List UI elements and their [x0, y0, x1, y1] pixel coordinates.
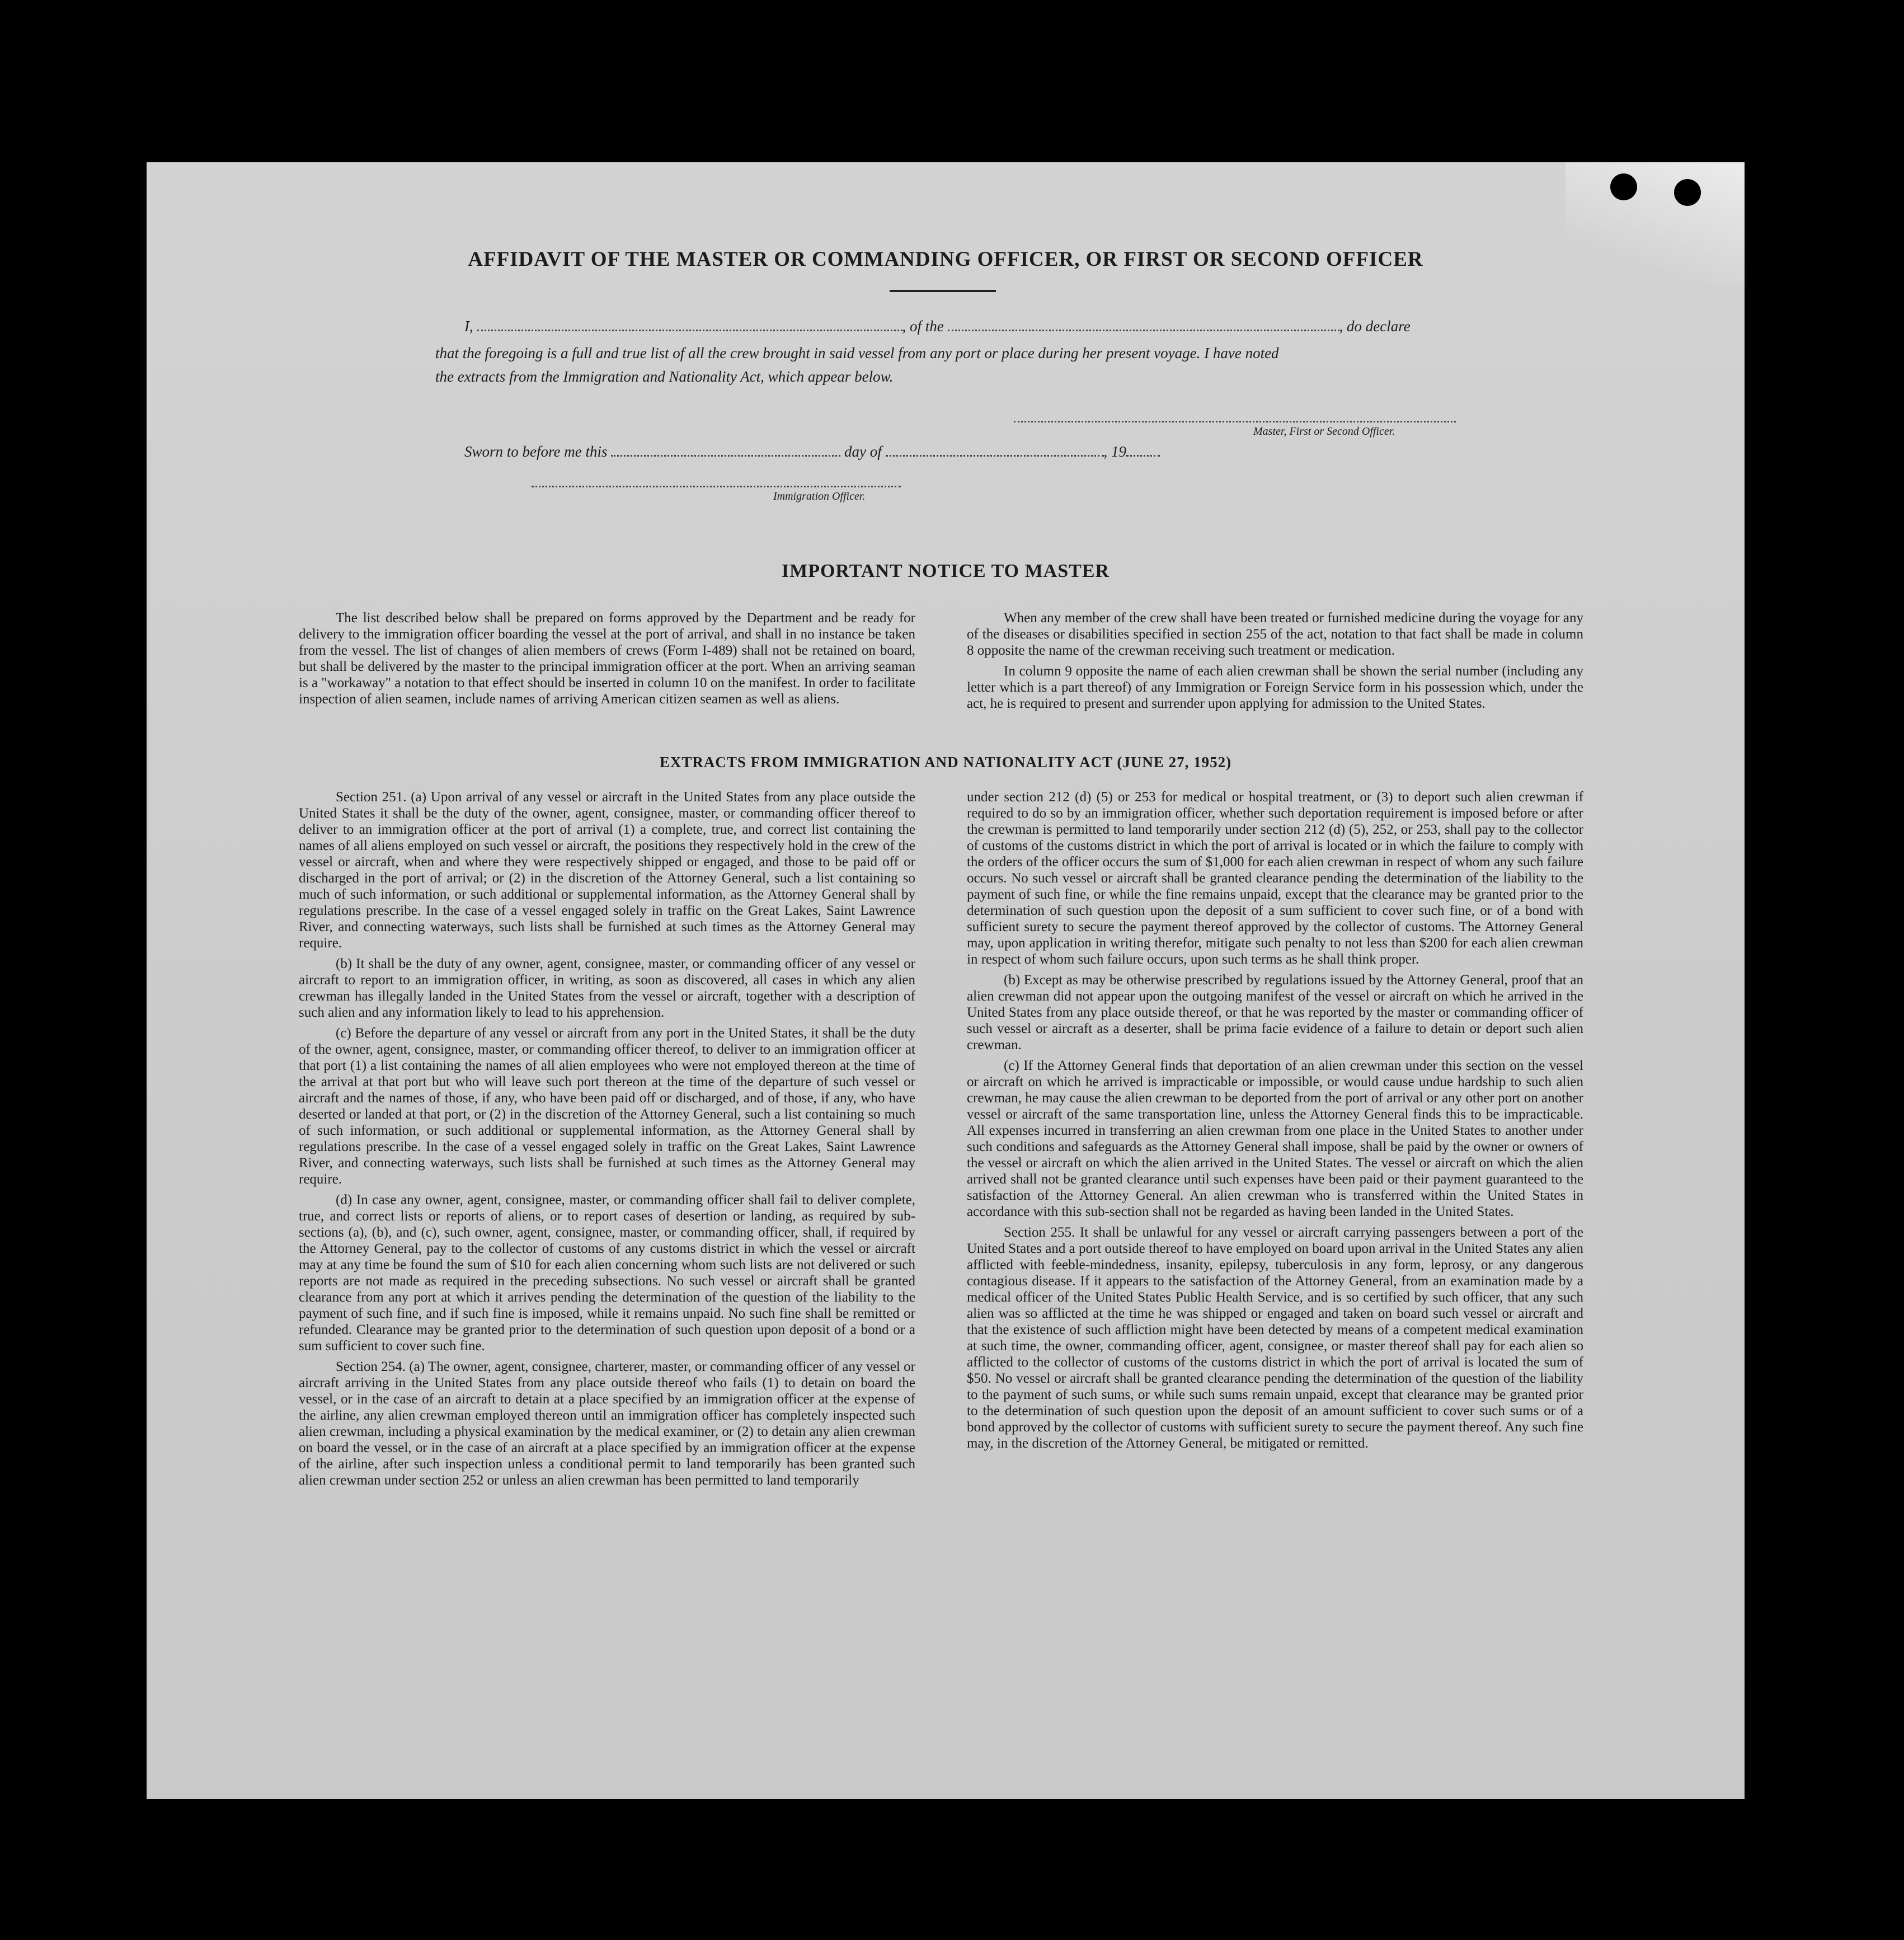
master-signature-line[interactable] — [1014, 421, 1456, 422]
immigration-officer-label: Immigration Officer. — [773, 490, 866, 502]
notice-title: IMPORTANT NOTICE TO MASTER — [781, 561, 1110, 581]
extracts-right-column — [967, 789, 1583, 1456]
vessel-blank[interactable] — [948, 330, 1339, 331]
section-paragraph: (c) Before the departure of any vessel or aircraft from any port in the United States, it shall be the duty of the owner, agent, consignee, master, or commanding officer thereof, to deliver to an immigration officer at that port (1) a list containing the names of all alien employees who were not employed thereon at the time of the arrival at that port but who will leave such port thereon at the time of the departure of such vessel or aircraft and the names of those, if any, who have been paid off or discharged, and of those, if any, who have deserted or landed at that port, or (2) in the discretion of the Attorney General, such a list containing so much of such information, or such additional or supplemental information, as the Attorney General shall by regulations prescribe. In the case of a vessel engaged solely in traffic on the Great Lakes, Saint Lawrence River, and connecting waterways, such lists shall be furnished at such times as the Attorney General may require. — [299, 1026, 915, 1187]
affidavit-title: AFFIDAVIT OF THE MASTER OR COMMANDING OFFICER, OR FIRST OR SECOND OFFICER — [468, 248, 1423, 271]
title-rule — [890, 290, 996, 292]
notice-right-column — [967, 610, 1583, 716]
declaration-line-2: that the foregoing is a full and true list of all the crew brought in said vessel from any port or place during her present voyage. I have noted — [435, 345, 1279, 361]
sworn-label: Sworn to before me this — [464, 443, 608, 460]
sworn-day-blank[interactable] — [611, 455, 840, 457]
declaration-line-1 — [464, 318, 1583, 335]
i-label: I, — [464, 318, 473, 335]
extracts-title: EXTRACTS FROM IMMIGRATION AND NATIONALITY ACT (JUNE 27, 1952) — [659, 754, 1232, 771]
of-the-label: , of the — [902, 318, 944, 335]
declaration-line-3: the extracts from the Immigration and Nationality Act, which appear below. — [435, 368, 894, 385]
section-paragraph: under section 212 (d) (5) or 253 for medical or hospital treatment, or (3) to deport such alien crewman if required to do so by an immigration officer, whether such deportation requirement is imposed before or after the crewman is permitted to land temporarily under section 212 (d) (5), 252, or 253, shall pay to the collector of customs of the customs district in which the port of arrival is located or in which the failure to comply with the orders of the officer occurs the sum of $1,000 for each alien crewman in respect of whom any such failure occurs. No such vessel or aircraft shall be granted clearance pending the determination of the liability to the payment of such fine, or while the fine remains unpaid, except that the clearance may be granted prior to the determination of such question upon the deposit of a sum sufficient to cover such fine, or of a bond with sufficient surety to secure the payment thereof approved by the collector of customs. The Attorney General may, upon application in writing therefor, mitigate such penalty to not less than $200 for each alien crewman in respect of whom such failure occurs, upon such terms as he shall think proper. — [967, 790, 1583, 967]
name-blank[interactable] — [477, 330, 902, 331]
master-signature-label: Master, First or Second Officer. — [1253, 425, 1395, 438]
document-page — [147, 162, 1745, 1799]
section-paragraph: (c) If the Attorney General finds that deportation of an alien crewman under this section on the vessel or aircraft on which he arrived is impracticable or impossible, or would cause undue hardship to such alien crewman, he may cause the alien crewman to be deported from the port of arrival or any other port on another vessel or aircraft of the same transportation line, unless the Attorney General finds this to be impracticable. All expenses incurred in transferring an alien crewman from one place in the United States to another under such conditions and safeguards as the Attorney General shall impose, shall be paid by the owner or owners of the vessel or aircraft on which the alien arrived in the United States. The vessel or aircraft on which the alien arrived shall not be granted clearance until such expenses have been paid or their payment guaranteed to the satisfaction of the Attorney General. An alien crewman who is transferred within the United States in accordance with this sub-section shall not be regarded as having been landed in the United States. — [967, 1058, 1583, 1219]
year-prefix: , 19 — [1103, 443, 1126, 460]
section-paragraph: (b) It shall be the duty of any owner, agent, consignee, master, or commanding officer of any vessel or aircraft to report to an immigration officer, in writing, as soon as discovered, all cases in which any alien crewman has illegally landed in the United States from the vessel or aircraft, together with a description of such alien and any information likely to lead to his apprehension. — [299, 956, 915, 1020]
section-paragraph: (b) Except as may be otherwise prescribed by regulations issued by the Attorney General, proof that an alien crewman did not appear upon the outgoing manifest of the vessel or aircraft on which he arrived in the United States from any place outside thereof, or that he was reported by the master or commanding officer of such vessel or aircraft as a deserter, shall be prima facie evidence of a failure to detain or deport such alien crewman. — [967, 973, 1583, 1053]
section-paragraph: Section 254. (a) The owner, agent, consignee, charterer, master, or commanding officer of any vessel or aircraft arriving in the United States from any place outside thereof who fails (1) to detain on board the vessel, or in the case of an aircraft to detain at a place specified by an immigration officer at the expense of the airline, any alien crewman employed thereon until an immigration officer has completely inspected such alien crewman, including a physical examination by the medical examiner, or (2) to detain any alien crewman on board the vessel, or in the case of an aircraft at a place specified by an immigration officer at the expense of the airline, after such inspection unless a conditional permit to land temporarily has been granted such alien crewman under section 252 or unless an alien crewman has been permitted to land temporarily — [299, 1359, 915, 1488]
sworn-year-blank[interactable] — [1126, 455, 1160, 457]
notice-paragraph: When any member of the crew shall have been treated or furnished medicine during the voyage for any of the diseases or disabilities specified in section 255 of the act, notation to that fact shall be made in column 8 opposite the name of the crewman receiving such treatment or medication. — [967, 610, 1583, 658]
section-paragraph: Section 251. (a) Upon arrival of any vessel or aircraft in the United States from any place outside the United States it shall be the duty of the owner, agent, consignee, master, or commanding officer thereof to deliver to an immigration officer at the port of arrival (1) a complete, true, and correct list containing the names of all aliens employed on such vessel or aircraft, the positions they respectively hold in the crew of the vessel or aircraft, when and where they were respectively shipped or engaged, and those to be paid off or discharged in the port of arrival; or (2) in the discretion of the Attorney General, such a list containing so much of such information, or such additional or supplemental information, as the Attorney General shall by regulations prescribe. In the case of a vessel engaged solely in traffic on the Great Lakes, Saint Lawrence River, and connecting waterways, such lists shall be furnished at such times as the Attorney General may require. — [299, 790, 915, 951]
do-declare-label: , do declare — [1339, 318, 1411, 335]
sworn-line — [464, 443, 1583, 461]
punch-hole — [1674, 179, 1701, 206]
notice-paragraph: In column 9 opposite the name of each alien crewman shall be shown the serial number (including any letter which is a part thereof) of any Immigration or Foreign Service form in his possession which, under the act, he is required to present and surrender upon applying for admission to the United States. — [967, 664, 1583, 711]
day-of-label: day of — [844, 443, 882, 460]
sworn-month-blank[interactable] — [886, 455, 1104, 457]
punch-hole — [1610, 173, 1637, 200]
notice-left-column — [299, 610, 915, 712]
section-paragraph: (d) In case any owner, agent, consignee, master, or commanding officer shall fail to deliver complete, true, and correct lists or reports of aliens, or to report cases of desertion or landing, as required by sub-sections (a), (b), and (c), such owner, agent, consignee, master, or commanding officer, shall, if required by the Attorney General, pay to the collector of customs of any customs district in which the vessel or aircraft may at any time be found the sum of $10 for each alien concerning whom such lists are not delivered or such reports are not made as required in the preceding subsections. No such vessel or aircraft shall be granted clearance from any port at which it arrives pending the determination of the question of the liability to the payment of such fine, and if such fine is imposed, while it remains unpaid. No such fine shall be remitted or refunded. Clearance may be granted prior to the determination of such question upon deposit of a bond or a sum sufficient to cover such fine. — [299, 1192, 915, 1354]
immigration-officer-signature-line[interactable] — [532, 486, 901, 487]
extracts-left-column — [299, 789, 915, 1493]
notice-paragraph: The list described below shall be prepared on forms approved by the Department and be ready for delivery to the immigration officer boarding the vessel at the port of arrival, and shall in no instance be taken from the vessel. The list of changes of alien members of crews (Form I-489) shall not be retained on board, but shall be delivered by the master to the principal immigration officer at the port. When an arriving seaman is a "workaway" a notation to that effect should be inserted in column 10 on the manifest. In order to facilitate inspection of alien seamen, include names of arriving American citizen seamen as well as aliens. — [299, 610, 915, 707]
section-paragraph: Section 255. It shall be unlawful for any vessel or aircraft carrying passengers between a port of the United States and a port outside thereof to have employed on board upon arrival in the United States any alien afflicted with feeble-mindedness, insanity, epilepsy, tuberculosis in any form, leprosy, or any dangerous contagious disease. If it appears to the satisfaction of the Attorney General, from an examination made by a medical officer of the United States Public Health Service, and is so certified by such officer, that any such alien was so afflicted at the time he was shipped or engaged and taken on board such vessel or aircraft and that the existence of such affliction might have been detected by means of a competent medical examination at such time, the owner, commanding officer, agent, consignee, or master thereof shall pay for each alien so afflicted to the collector of customs of the customs district in which the port of arrival is located the sum of $50. No vessel or aircraft shall be granted clearance pending the determination of the question of the liability to the payment of such sums, or while such sums remain unpaid, except that clearance may be granted prior to the determination of such question upon the deposit of an amount sufficient to cover such sums or of a bond approved by the collector of customs with sufficient surety to secure the payment thereof. Any such fine may, in the discretion of the Attorney General, be mitigated or remitted. — [967, 1225, 1583, 1451]
